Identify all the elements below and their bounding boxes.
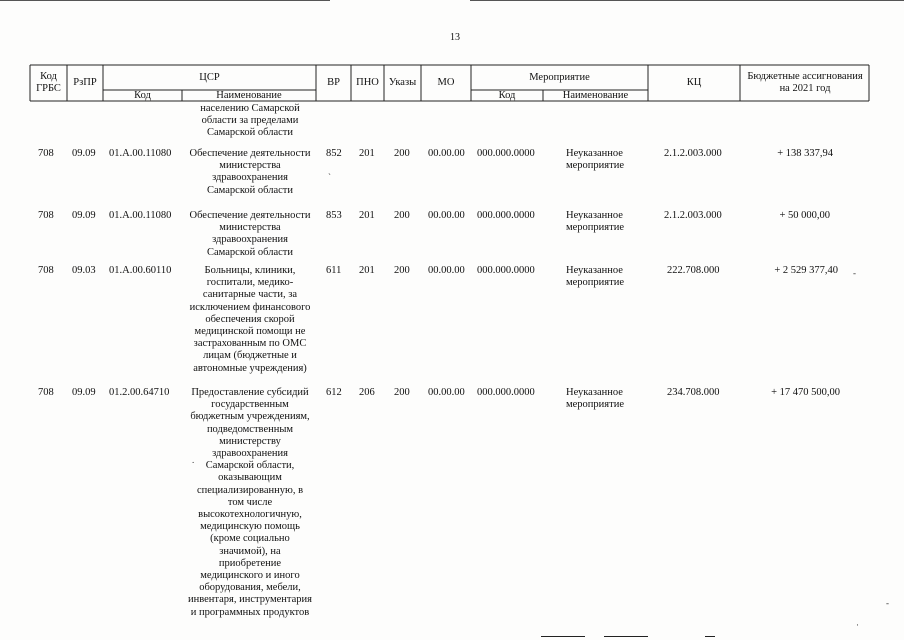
mer-code: 000.000.0000: [477, 210, 535, 221]
mo-code: 00.00.00: [428, 387, 465, 398]
header-vr: ВР: [327, 77, 340, 88]
grbs-code: 708: [38, 265, 54, 276]
kc-code: 222.708.000: [667, 265, 720, 276]
carryover-text: населению Самарской области за пределами Самарской области: [200, 103, 300, 139]
csr-code: 01.А.00.11080: [109, 148, 172, 159]
kc-code: 2.1.2.003.000: [664, 148, 722, 159]
mer-code: 000.000.0000: [477, 265, 535, 276]
csr-name: Предоставление субсидий государственным бюджетным учреждениям, подведомственным министерству здравоохранения Самарской области, оказывающим специализированную, в том числе высокотехнологичную, медицинскую помощь (кроме социально значимой), на приобретение медицинского и иного оборудования, мебели, инвентаря, инструментария и программных продуктов: [188, 387, 312, 618]
vr-code: 611: [326, 265, 342, 276]
rzpr-code: 09.09: [72, 387, 96, 398]
kc-code: 234.708.000: [667, 387, 720, 398]
scan-speck: -: [886, 598, 889, 608]
csr-name: Обеспечение деятельности министерства здравоохранения Самарской области: [189, 148, 311, 196]
vr-code: 853: [326, 210, 342, 221]
ukazy-code: 200: [394, 210, 410, 221]
budget-amount: + 50 000,00: [779, 210, 830, 221]
budget-amount: + 17 470 500,00: [771, 387, 840, 398]
rzpr-code: 09.09: [72, 148, 96, 159]
mer-name: Неуказанное мероприятие: [566, 265, 624, 289]
mo-code: 00.00.00: [428, 265, 465, 276]
page-number: 13: [450, 32, 460, 43]
budget-amount: + 138 337,94: [777, 148, 833, 159]
scan-rule: [541, 636, 585, 637]
scan-speck: .: [192, 455, 195, 465]
grbs-code: 708: [38, 387, 54, 398]
header-mo: МО: [437, 77, 455, 88]
header-csr: ЦСР: [199, 72, 220, 83]
csr-name: Больницы, клиники, госпитали, медико- санитарные части, за исключением финансового обеспечения скорой медицинской помощи не застрахованным по ОМС лицам (бюджетные и автономные учреждения): [189, 265, 311, 374]
mo-code: 00.00.00: [428, 210, 465, 221]
vr-code: 612: [326, 387, 342, 398]
header-kod-grbs: Код ГРБС: [36, 71, 61, 94]
scan-rule: [705, 636, 715, 637]
ukazy-code: 200: [394, 148, 410, 159]
mo-code: 00.00.00: [428, 148, 465, 159]
header-kc: КЦ: [686, 77, 702, 88]
header-csr-name: Наименование: [216, 90, 282, 101]
rzpr-code: 09.09: [72, 210, 96, 221]
mer-name: Неуказанное мероприятие: [566, 387, 624, 411]
scan-rule: [604, 636, 648, 637]
ukazy-code: 200: [394, 265, 410, 276]
header-rzpr: РзПР: [73, 77, 97, 88]
grbs-code: 708: [38, 148, 54, 159]
pno-code: 201: [359, 210, 375, 221]
header-meropriyatie: Мероприятие: [529, 72, 590, 83]
mer-code: 000.000.0000: [477, 387, 535, 398]
csr-code: 01.А.00.60110: [109, 265, 172, 276]
vr-code: 852: [326, 148, 342, 159]
header-ukazy: Указы: [388, 77, 417, 88]
header-budget: Бюджетные ассигнования на 2021 год: [747, 71, 863, 94]
rzpr-code: 09.03: [72, 265, 96, 276]
budget-amount: + 2 529 377,40: [774, 265, 838, 276]
pno-code: 201: [359, 148, 375, 159]
mer-name: Неуказанное мероприятие: [566, 210, 624, 234]
scan-speck: -: [853, 268, 856, 278]
mer-code: 000.000.0000: [477, 148, 535, 159]
ukazy-code: 200: [394, 387, 410, 398]
header-pno: ПНО: [356, 77, 379, 88]
grbs-code: 708: [38, 210, 54, 221]
pno-code: 206: [359, 387, 375, 398]
scan-speck: ·: [856, 620, 859, 630]
header-csr-kod: Код: [134, 90, 151, 101]
kc-code: 2.1.2.003.000: [664, 210, 722, 221]
csr-name: Обеспечение деятельности министерства здравоохранения Самарской области: [189, 210, 311, 258]
scan-speck: `: [328, 172, 331, 182]
csr-code: 01.2.00.64710: [109, 387, 170, 398]
header-mer-kod: Код: [498, 90, 516, 101]
pno-code: 201: [359, 265, 375, 276]
mer-name: Неуказанное мероприятие: [566, 148, 624, 172]
csr-code: 01.А.00.11080: [109, 210, 172, 221]
header-mer-name: Наименование: [562, 90, 629, 101]
